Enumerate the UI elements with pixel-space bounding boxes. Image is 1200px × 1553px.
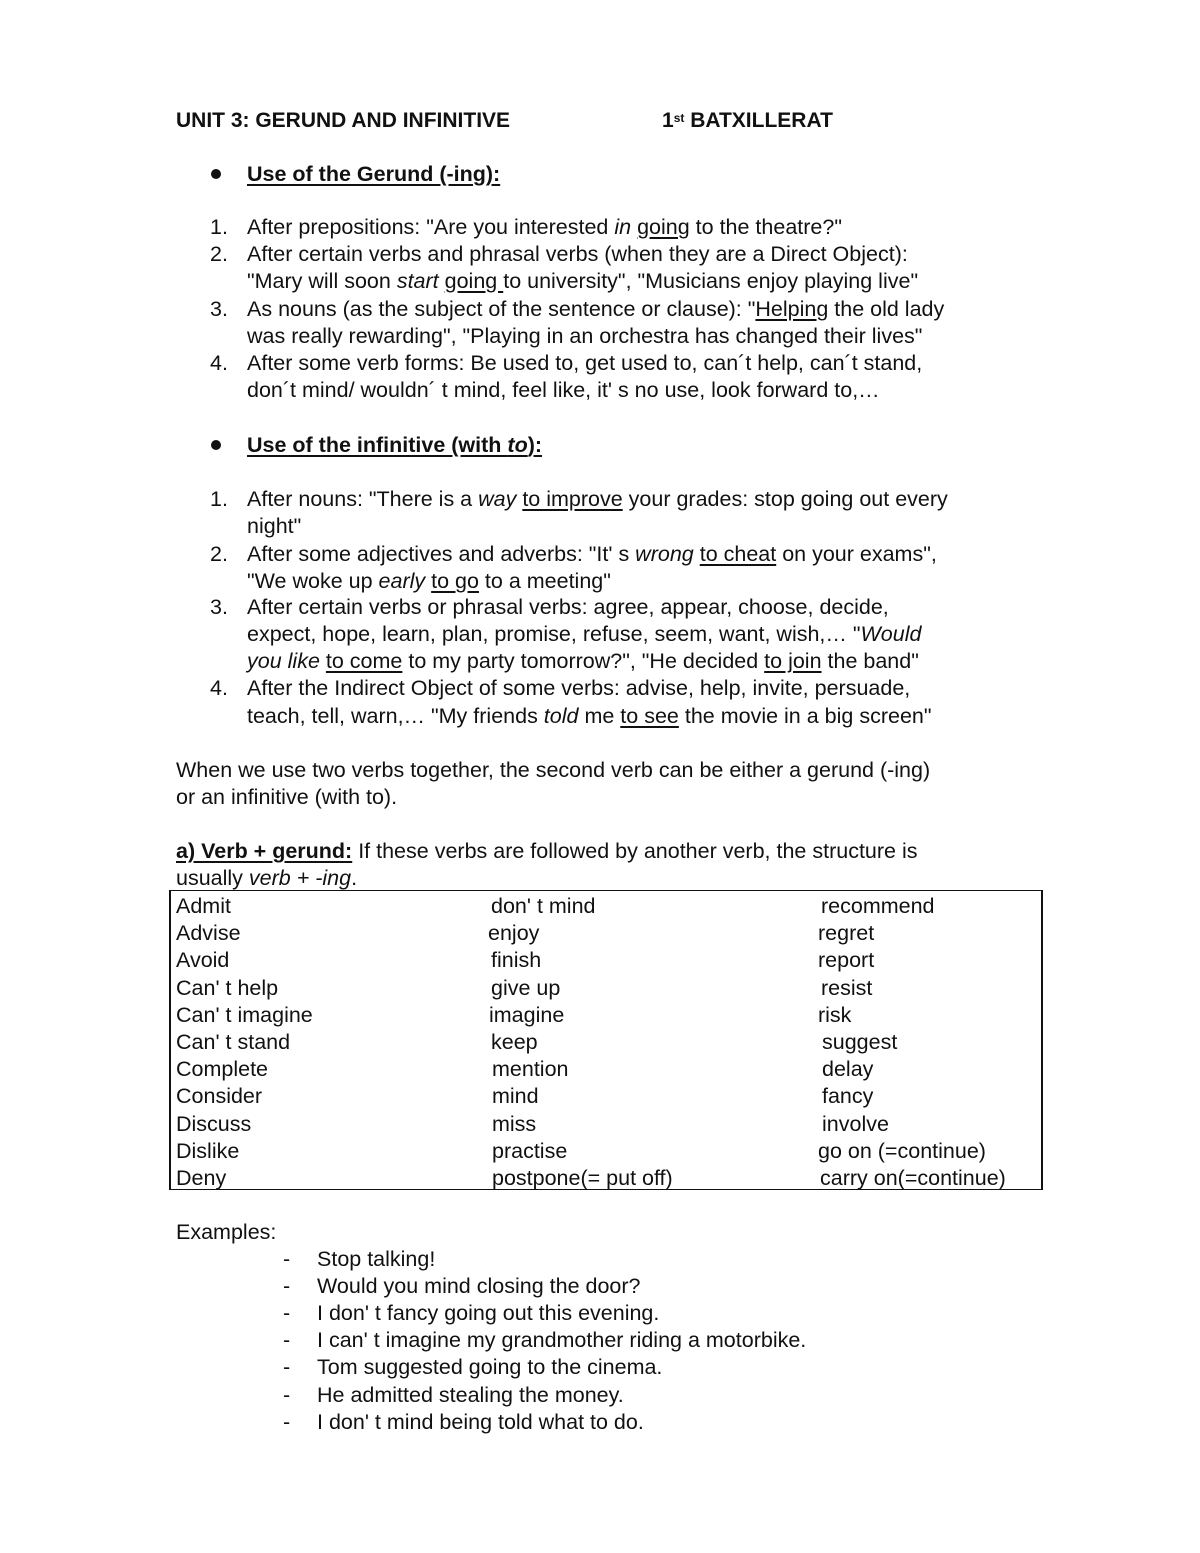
verb-table-cell: resist — [821, 975, 873, 1000]
italic-word: verb + -ing — [248, 866, 352, 890]
italic-word: wrong — [635, 542, 694, 566]
section-a-label: a) Verb + gerund: — [176, 839, 353, 863]
text-run: After prepositions: "Are you interested — [247, 215, 615, 239]
underlined-word: to join — [764, 649, 822, 673]
dash-bullet-icon: - — [283, 1328, 291, 1353]
verb-table-cell: Complete — [176, 1057, 269, 1082]
intro-line-2: or an infinitive (with to). — [176, 785, 398, 809]
infinitive-item-2-line-1 — [247, 541, 937, 568]
example-sentence: I can' t imagine my grandmother riding a motorbike. — [317, 1328, 807, 1353]
course-level — [662, 107, 833, 134]
example-sentence: He admitted stealing the money. — [317, 1382, 624, 1407]
text-run: to the theatre?" — [689, 215, 842, 239]
infinitive-item-number: 1. — [210, 487, 228, 511]
text-run: If these verbs are followed by another verb, the structure is — [352, 839, 918, 863]
verb-table-cell: postpone(= put off) — [492, 1166, 673, 1190]
text-run: to my party tomorrow?", "He decided — [402, 649, 765, 673]
underlined-word: to improve — [522, 487, 623, 511]
underlined-word: to go — [431, 569, 479, 593]
example-sentence: Stop talking! — [317, 1247, 436, 1271]
infinitive-item-number: 3. — [210, 595, 228, 619]
gerund-item-4-line-1: After some verb forms: Be used to, get used to, can´t help, can´t stand, — [247, 351, 923, 375]
gerund-item-3-line-2: was really rewarding", "Playing in an orchestra has changed their lives" — [247, 324, 923, 348]
example-sentence: Tom suggested going to the cinema. — [317, 1355, 663, 1380]
underlined-word: going — [444, 269, 504, 293]
bullet-dot-icon — [211, 440, 221, 450]
verb-table-cell: involve — [822, 1111, 889, 1136]
verb-table-cell: imagine — [489, 1002, 565, 1027]
infinitive-item-3-line-2 — [247, 621, 921, 648]
verb-table-cell: report — [818, 948, 875, 973]
dash-bullet-icon: - — [283, 1355, 291, 1380]
gerund-item-number: 4. — [210, 351, 228, 375]
dash-bullet-icon: - — [283, 1274, 291, 1299]
text-run: your grades: stop going out every — [622, 487, 948, 511]
italic-word: start — [396, 269, 439, 293]
infinitive-item-number: 2. — [210, 542, 228, 566]
gerund-item-number: 1. — [210, 215, 228, 239]
italic-word: to — [507, 433, 528, 457]
infinitive-heading — [247, 432, 542, 459]
verb-table-cell: Can' t imagine — [176, 1002, 313, 1027]
verb-table-cell: suggest — [822, 1030, 898, 1054]
verb-table-cell: Dislike — [176, 1138, 240, 1163]
text-run: the movie in a big screen" — [678, 704, 932, 728]
verb-table-cell: keep — [491, 1030, 538, 1054]
text-run: me — [578, 704, 621, 728]
verb-table-cell: Consider — [176, 1084, 263, 1109]
verb-table-cell: give up — [491, 975, 561, 1000]
verb-table-cell: mention — [492, 1057, 569, 1082]
verb-table-cell: don' t mind — [491, 894, 596, 918]
verb-table-cell: go on (=continue) — [818, 1138, 986, 1163]
text-run: expect, hope, learn, plan, promise, refuse, seem, want, wish,… " — [247, 622, 861, 646]
verb-table-cell: Can' t stand — [176, 1030, 291, 1054]
verb-table-cell: regret — [818, 921, 875, 946]
text-run: After some adjectives and adverbs: "It' s — [247, 542, 636, 566]
infinitive-item-1-line-2: night" — [247, 514, 302, 538]
text-run: . — [351, 866, 358, 890]
text-run: Use of the infinitive (with — [247, 433, 508, 457]
italic-word: early — [378, 569, 426, 593]
verb-table-cell: Deny — [176, 1166, 227, 1190]
underlined-word: to come — [325, 649, 403, 673]
examples-label: Examples: — [176, 1220, 277, 1244]
text-run: After nouns: "There is a — [247, 487, 479, 511]
bullet-dot-icon — [211, 169, 221, 179]
italic-word: you like — [247, 649, 320, 673]
verb-table-cell: delay — [822, 1057, 874, 1082]
verb-table-cell: Discuss — [176, 1111, 252, 1136]
text-run: to university", "Musicians enjoy playing live" — [503, 269, 919, 293]
verb-table-cell: fancy — [822, 1084, 874, 1109]
verb-table-cell: carry on(=continue) — [820, 1166, 1006, 1190]
text-run: the old lady — [828, 297, 945, 321]
verb-table-cell: enjoy — [488, 921, 540, 946]
italic-word: in — [614, 215, 632, 239]
verb-table-cell: Avoid — [176, 948, 230, 973]
infinitive-item-4-line-1: After the Indirect Object of some verbs: advise, help, invite, persuade, — [247, 676, 911, 700]
unit-title: UNIT 3: GERUND AND INFINITIVE — [176, 109, 511, 132]
level-name: BATXILLERAT — [684, 109, 833, 132]
text-run: teach, tell, warn,… "My friends — [247, 704, 544, 728]
infinitive-item-3-line-3 — [247, 648, 919, 675]
gerund-item-2-line-1: After certain verbs and phrasal verbs (when they are a Direct Object): — [247, 242, 908, 266]
section-a-line-1 — [176, 838, 918, 865]
underlined-word: Helping — [755, 297, 829, 321]
verb-table-cell: Advise — [176, 921, 241, 946]
underlined-word: going — [637, 215, 690, 239]
italic-word: Would — [860, 622, 922, 646]
intro-line-1: When we use two verbs together, the second verb can be either a gerund (-ing) — [176, 758, 931, 782]
example-sentence: I don' t mind being told what to do. — [317, 1409, 644, 1434]
gerund-item-2-line-2 — [247, 268, 918, 295]
infinitive-item-1-line-1 — [247, 486, 948, 513]
underlined-word: to cheat — [699, 542, 777, 566]
infinitive-item-number: 4. — [210, 676, 228, 700]
verb-table-cell: miss — [492, 1111, 537, 1136]
infinitive-item-4-line-2 — [247, 703, 932, 730]
text-run: the band" — [821, 649, 919, 673]
dash-bullet-icon: - — [283, 1247, 291, 1271]
dash-bullet-icon: - — [283, 1382, 291, 1407]
section-a-line-2 — [176, 865, 357, 892]
text-run: on your exams", — [776, 542, 937, 566]
verb-table-cell: finish — [491, 948, 542, 973]
verb-table-cell: recommend — [821, 894, 935, 918]
verb-table-cell: mind — [492, 1084, 539, 1109]
infinitive-item-3-line-1: After certain verbs or phrasal verbs: agree, appear, choose, decide, — [247, 595, 889, 619]
gerund-item-1 — [247, 214, 842, 241]
verb-table-cell: Can' t help — [176, 975, 279, 1000]
verb-table-cell: Admit — [176, 894, 231, 918]
verb-table-cell: practise — [492, 1138, 568, 1163]
gerund-item-number: 2. — [210, 242, 228, 266]
gerund-item-number: 3. — [210, 297, 228, 321]
underlined-word: to see — [620, 704, 679, 728]
level-number: 1 — [662, 109, 674, 132]
text-run: usually — [176, 866, 249, 890]
text-run: ): — [527, 433, 543, 457]
italic-word: told — [543, 704, 579, 728]
gerund-item-4-line-2: don´t mind/ wouldn´ t mind, feel like, it' s no use, look forward to,… — [247, 378, 880, 402]
verb-table-cell: risk — [818, 1002, 852, 1027]
example-sentence: Would you mind closing the door? — [317, 1274, 641, 1299]
example-sentence: I don' t fancy going out this evening. — [317, 1301, 660, 1326]
dash-bullet-icon: - — [283, 1301, 291, 1326]
text-run: "Mary will soon — [247, 269, 397, 293]
gerund-item-3-line-1 — [247, 296, 944, 323]
text-run: to a meeting" — [478, 569, 611, 593]
text-run: As nouns (as the subject of the sentence or clause): " — [247, 297, 756, 321]
level-ordinal: st — [673, 111, 685, 125]
italic-word: way — [478, 487, 517, 511]
gerund-heading: Use of the Gerund (-ing): — [247, 162, 501, 186]
text-run: "We woke up — [247, 569, 379, 593]
dash-bullet-icon: - — [283, 1409, 291, 1434]
infinitive-item-2-line-2 — [247, 568, 611, 595]
